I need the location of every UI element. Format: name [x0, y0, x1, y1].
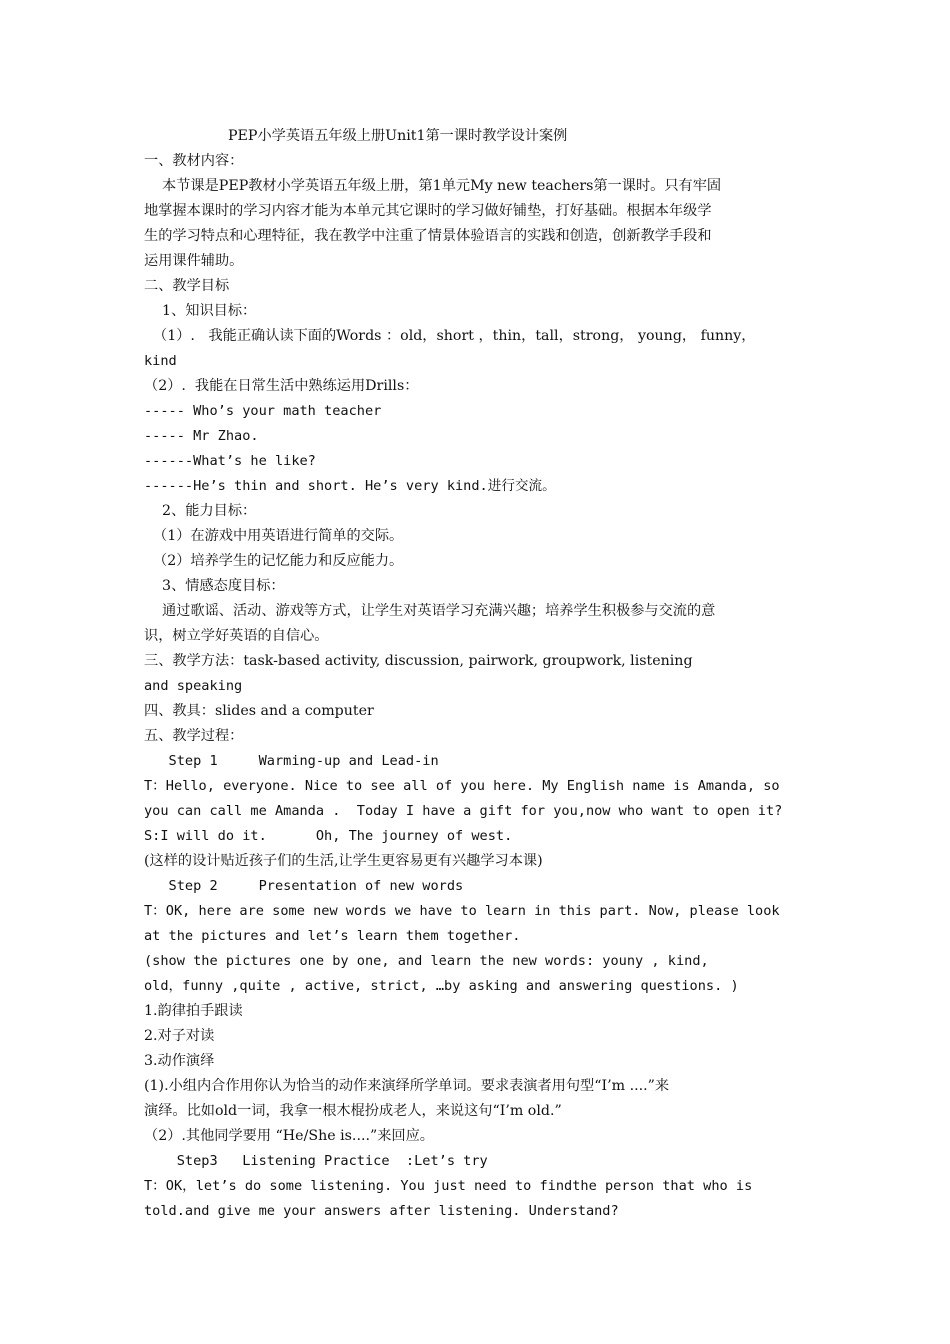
- paragraph-line: you can call me Amanda . Today I have a gift for you,now who want to open it?: [144, 803, 783, 819]
- paragraph-line: and speaking: [144, 678, 243, 694]
- paragraph-line: at the pictures and let’s learn them together.: [144, 928, 521, 944]
- list-item: 1.韵律拍手跟读: [144, 1003, 243, 1019]
- paragraph-line: T：OK，let’s do some listening. You just need to findthe person that who is: [144, 1178, 753, 1194]
- paragraph-line: （1）在游戏中用英语进行简单的交际。: [144, 528, 404, 544]
- paragraph-line: （1）. 我能正确认读下面的Words ：old，short ，thin，tall，strong， young， funny，: [144, 328, 756, 344]
- paragraph-line: 运用课件辅助。: [144, 253, 244, 269]
- step-heading: Step 1 Warming-up and Lead-in: [144, 753, 439, 769]
- paragraph-line: kind: [144, 353, 177, 369]
- list-item: 3.动作演绎: [144, 1053, 215, 1069]
- subsection-heading: 3、情感态度目标：: [144, 578, 285, 594]
- document-title: PEP小学英语五年级上册Unit1第一课时教学设计案例: [228, 128, 568, 144]
- drill-line: ------What’s he like?: [144, 453, 316, 469]
- subsection-heading: 2、能力目标：: [144, 503, 257, 519]
- paragraph-line: 演绎。比如old一词，我拿一根木棍扮成老人，来说这句“I’m old.”: [144, 1103, 562, 1119]
- paragraph-line: 识，树立学好英语的自信心。: [144, 628, 329, 644]
- paragraph-line: T：OK, here are some new words we have to learn in this part. Now, please look: [144, 903, 780, 919]
- paragraph-line: S:I will do it. Oh, The journey of west.: [144, 828, 513, 844]
- step-heading: Step3 Listening Practice :Let’s try: [144, 1153, 488, 1169]
- section-heading: 三、教学方法：task-based activity, discussion, pairwork, groupwork, listening: [144, 653, 693, 669]
- section-heading: 二、教学目标: [144, 278, 230, 294]
- section-heading: 一、教材内容：: [144, 153, 244, 169]
- paragraph-line: T：Hello, everyone. Nice to see all of you here. My English name is Amanda, so: [144, 778, 780, 794]
- paragraph-line: 通过歌谣、活动、游戏等方式，让学生对英语学习充满兴趣；培养学生积极参与交流的意: [144, 603, 716, 619]
- drill-line: ----- Who’s your math teacher: [144, 403, 382, 419]
- list-item: 2.对子对读: [144, 1028, 215, 1044]
- drill-line: ------He’s thin and short. He’s very kind.进行交流。: [144, 478, 556, 494]
- subsection-heading: 1、知识目标：: [144, 303, 257, 319]
- paragraph-line: 生的学习特点和心理特征，我在教学中注重了情景体验语言的实践和创造，创新教学手段和: [144, 228, 712, 244]
- paragraph-line: (1).小组内合作用你认为恰当的动作来演绎所学单词。要求表演者用句型“I’m ....”来: [144, 1078, 670, 1094]
- step-heading: Step 2 Presentation of new words: [144, 878, 464, 894]
- paragraph-line: （2）培养学生的记忆能力和反应能力。: [144, 553, 404, 569]
- paragraph-line: old，funny ,quite , active, strict, …by asking and answering questions. ): [144, 978, 739, 994]
- section-heading: 五、教学过程：: [144, 728, 244, 744]
- paragraph-line: told.and give me your answers after listening. Understand?: [144, 1203, 619, 1219]
- paragraph-line: (这样的设计贴近孩子们的生活,让学生更容易更有兴趣学习本课): [144, 853, 543, 869]
- drill-line: ----- Mr Zhao.: [144, 428, 259, 444]
- section-heading: 四、教具：slides and a computer: [144, 703, 374, 719]
- paragraph-line: 本节课是PEP教材小学英语五年级上册，第1单元My new teachers第一课时。只有牢固: [144, 178, 722, 194]
- paragraph-line: 地掌握本课时的学习内容才能为本单元其它课时的学习做好铺垫，打好基础。根据本年级学: [144, 203, 712, 219]
- paragraph-line: (show the pictures one by one, and learn the new words: youny , kind,: [144, 953, 709, 969]
- paragraph-line: （2）.其他同学要用 “He/She is....”来回应。: [144, 1128, 434, 1144]
- paragraph-line: （2）. 我能在日常生活中熟练运用Drills：: [144, 378, 419, 394]
